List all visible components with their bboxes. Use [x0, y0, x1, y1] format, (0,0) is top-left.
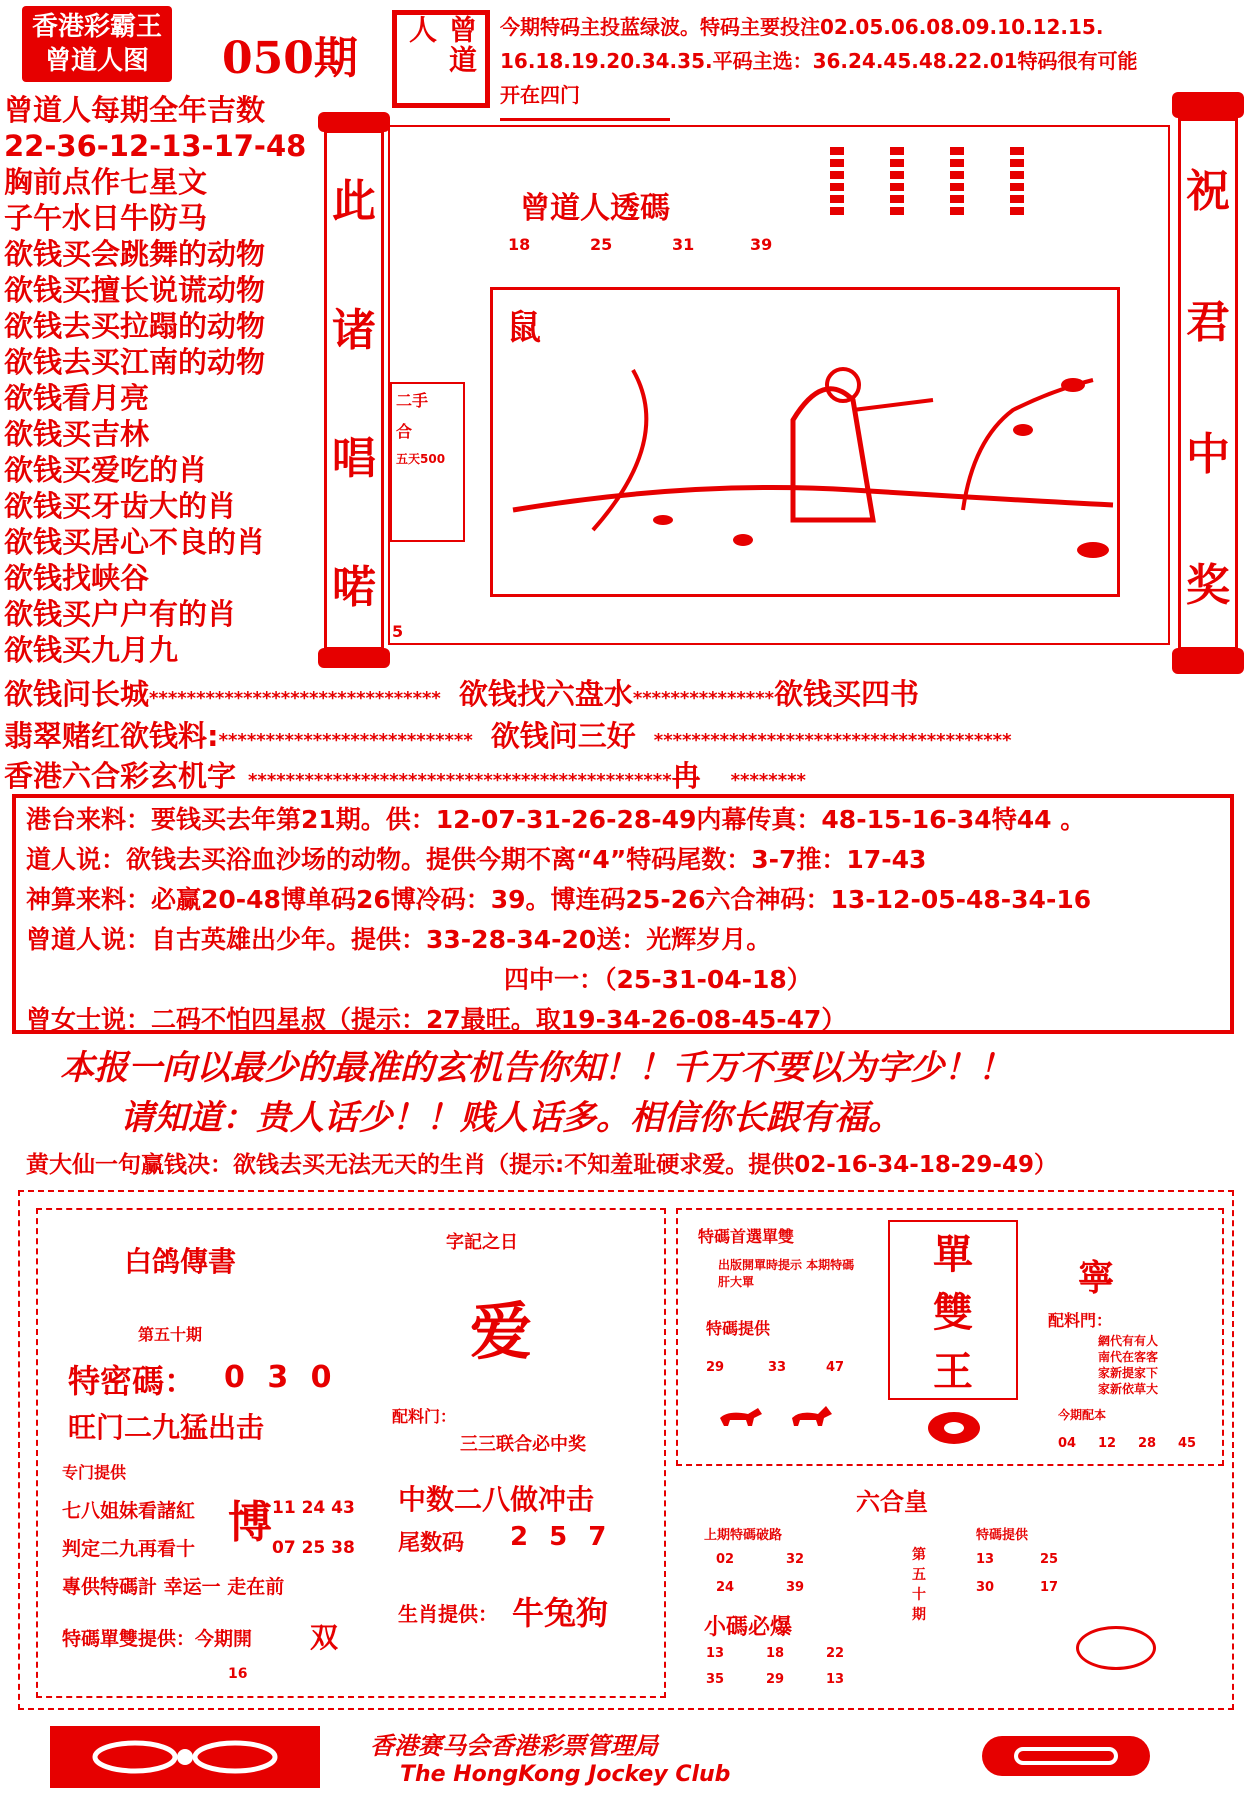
panel-d-right-num: 30: [976, 1580, 995, 1595]
wide-line-stars: ***************************: [218, 730, 473, 751]
panel-c-big-word: 雙: [933, 1289, 973, 1337]
huang-da-xian: 黄大仙一句赢钱决：欲钱去买无法无天的生肖（提示:不知羞耻硬求爱。提供02-16-34-18-29-49）: [26, 1152, 1057, 1178]
notice-line: 今期特码主投蓝绿波。特码主要投注02.05.06.08.09.10.12.15.: [500, 15, 1104, 39]
left-column: [4, 92, 324, 668]
panel-b-tail-value: 2 5 7: [510, 1522, 613, 1552]
notice-line: 开在四门: [500, 83, 580, 107]
wide-line-b: 冉: [671, 759, 701, 793]
info-box: [12, 794, 1234, 1034]
panel-a-title: 白鸽傳書: [124, 1245, 237, 1278]
scroll-right-char: 奖: [1186, 560, 1230, 612]
picture-inner: [490, 287, 1120, 597]
panel-a-special-value: 0 3 0: [224, 1360, 338, 1395]
picture-number: 39: [750, 235, 773, 254]
scroll-left-char: 喏: [332, 561, 376, 613]
vertical-text-strip: [830, 147, 844, 217]
panel-a-row: 專供特碼計 幸运一 走在前: [62, 1576, 285, 1598]
panel-c-big-box: [888, 1220, 1018, 1400]
left-line: 欲钱买会跳舞的动物: [4, 237, 266, 271]
picture-title: 曾道人透碼: [520, 191, 670, 226]
panel-d-left-num: 32: [786, 1552, 805, 1567]
horse-icon: [788, 1404, 834, 1428]
panel-d-right-num: 25: [1040, 1552, 1059, 1567]
panel-d-small-num: 13: [706, 1646, 725, 1661]
wide-line-b: 欲钱问三好: [490, 719, 636, 753]
panel-b-line1: 中数二八做冲击: [398, 1483, 595, 1516]
picture-inset-line: 五天500: [396, 452, 446, 466]
info-line: 曾女士说：二码不怕四星叔（提示：27最旺。取19-34-26-08-45-47）: [26, 1005, 847, 1034]
cloud-pattern-icon: [85, 1735, 285, 1779]
scroll-left-char: 此: [332, 176, 376, 228]
header-notice: [500, 10, 1240, 112]
panel-d-small-label: 小碼必爆: [704, 1615, 793, 1640]
left-line: 胸前点作七星文: [4, 165, 208, 199]
left-line: 欲钱买户户有的肖: [4, 597, 237, 631]
left-line: 欲钱买爱吃的肖: [4, 453, 208, 487]
panel-d-mid: 第五十期: [912, 1547, 926, 1623]
panel-b-tail-label: 尾数码: [398, 1531, 465, 1556]
panel-b-title: 字記之日: [446, 1232, 518, 1253]
panel-b-peiliao: 配料门：: [392, 1407, 457, 1426]
panel-b: [360, 1208, 656, 1688]
panel-c: [676, 1208, 1224, 1466]
picture-inset: [390, 382, 465, 542]
scroll-left-rod-bottom: [318, 648, 390, 668]
oval-seal-icon: [1076, 1626, 1156, 1670]
jockey-club-emblem-icon: [1006, 1743, 1126, 1769]
scroll-right-char: 祝: [1186, 165, 1230, 217]
wide-line-a: 翡翠赌红欲钱料:: [4, 719, 219, 753]
panel-c-right-num: 04: [1058, 1436, 1077, 1451]
scroll-left-char: 诸: [332, 304, 376, 356]
panel-c-num: 47: [826, 1360, 845, 1375]
panel-c-right-num: 12: [1098, 1436, 1117, 1451]
panel-d-left-num: 24: [716, 1580, 735, 1595]
wide-line-c: 欲钱买四书: [774, 677, 920, 711]
panel-d-right-num: 17: [1040, 1580, 1059, 1595]
panel-c-right-row: 家新依草大: [1098, 1382, 1159, 1396]
left-line: 22-36-12-13-17-48: [4, 129, 307, 163]
header-seal-text: 曾道人: [405, 15, 478, 75]
issue-number: 050期: [222, 33, 358, 84]
scroll-left-char: 唱: [332, 433, 376, 485]
info-line: 道人说：欲钱去买浴血沙场的动物。提供今期不离“4”特码尾数：3-7推：17-43: [26, 845, 927, 874]
panel-d-right-label: 特碼提供: [976, 1528, 1029, 1543]
panel-d-small-num: 29: [766, 1672, 785, 1687]
picture-bottom-number: 5: [392, 622, 404, 641]
panel-d-left-num: 02: [716, 1552, 735, 1567]
panel-d-left-label: 上期特碼破路: [704, 1528, 783, 1543]
left-line: 子午水日牛防马: [4, 201, 208, 235]
panel-c-num: 33: [768, 1360, 787, 1375]
info-line: 四中一：（25-31-04-18）: [504, 965, 812, 994]
panel-d-small-num: 18: [766, 1646, 785, 1661]
slogan-line: 请知道：贵人话少！！贱人话多。相信你长跟有福。: [120, 1098, 902, 1138]
picture-number: 31: [672, 235, 695, 254]
panel-d-small-num: 13: [826, 1672, 845, 1687]
panel-a-issue: 第五十期: [138, 1325, 203, 1344]
panel-c-right-head: 配料門：: [1048, 1311, 1113, 1330]
panel-d-left-num: 39: [786, 1580, 805, 1595]
panel-a-pair-label: 特碼單雙提供：今期開: [62, 1628, 253, 1650]
wide-line-a: 香港六合彩玄机字: [4, 759, 237, 793]
wide-line-stars: *******************************: [149, 688, 441, 709]
panel-b-zodiac-label: 生肖提供：: [398, 1602, 498, 1626]
panel-d-small-num: 22: [826, 1646, 845, 1661]
notice-underline: [500, 118, 670, 121]
panel-a-nums: 07 25 38: [272, 1538, 355, 1558]
picture-frame: [388, 125, 1170, 645]
logo-box: [22, 6, 172, 82]
scroll-left-rod-top: [318, 112, 390, 132]
panel-d-title: 六合皇: [856, 1487, 928, 1516]
left-line: 欲钱去买拉蹋的动物: [4, 309, 266, 343]
panel-c-num: 29: [706, 1360, 725, 1375]
info-line: 港台来料：要钱买去年第21期。供：12-07-31-26-28-49内幕传真：48-15-16-34特44 。: [26, 805, 1086, 834]
panel-c-sub: 出版開單時提示 本期特碼肝大單: [718, 1258, 855, 1289]
panel-c-big-word: 單: [933, 1230, 973, 1278]
panel-c-right-row: 網代有有人: [1098, 1334, 1159, 1348]
scroll-right-char: 中: [1186, 428, 1230, 480]
header-seal: [392, 10, 490, 108]
left-line: 欲钱买吉林: [4, 417, 150, 451]
panel-a-nums: 11 24 43: [272, 1498, 355, 1518]
left-line: 欲钱买牙齿大的肖: [4, 489, 237, 523]
panel-a-pair-value: 双: [310, 1621, 339, 1654]
panel-a-bo: 博: [228, 1497, 272, 1548]
left-line: 欲钱找峡谷: [4, 561, 150, 595]
wide-line: [4, 758, 806, 794]
left-line: 欲钱买擅长说谎动物: [4, 273, 266, 307]
panel-a-special-label: 特密碼：: [68, 1362, 197, 1400]
left-line: 欲钱看月亮: [4, 381, 150, 415]
vertical-text-lines: [830, 147, 1080, 227]
info-line: 曾道人说：自古英雄出少年。提供：33-28-34-20送：光辉岁月。: [26, 925, 772, 954]
wide-line-b: 欲钱找六盘水: [458, 677, 633, 711]
logo-line1: 香港彩霸王: [31, 12, 162, 42]
panel-b-zodiac-value: 牛兔狗: [512, 1594, 609, 1632]
horse-icon: [718, 1406, 764, 1428]
panel-c-right-row: 家新提家下: [1098, 1366, 1159, 1380]
panel-c-title: 特碼首選單雙: [698, 1227, 795, 1246]
panel-b-big-char: 爱: [470, 1295, 533, 1368]
panel-a-row: 七八姐妹看諸紅: [62, 1500, 196, 1522]
panel-d-small-num: 35: [706, 1672, 725, 1687]
panel-a-end-number: 16: [228, 1666, 248, 1682]
wide-line-stars: **************************************: [653, 730, 1012, 751]
scroll-right-rod-top: [1172, 92, 1244, 118]
scroll-right-rod-bottom: [1172, 648, 1244, 674]
picture-animal: 鼠: [507, 308, 541, 348]
footer-org-cn: 香港赛马会香港彩票管理局: [370, 1731, 658, 1760]
left-line: 曾道人每期全年吉数: [4, 93, 266, 127]
panel-c-right-row: 南代在客客: [1098, 1350, 1159, 1364]
panel-c-right-num: 28: [1138, 1436, 1157, 1451]
vertical-text-strip: [950, 147, 964, 217]
panel-c-tema: 特碼提供: [706, 1319, 771, 1338]
panel-b-peiliao-value: 三三联合必中奖: [460, 1434, 586, 1455]
panel-a-line1: 旺门二九猛出击: [68, 1411, 265, 1444]
wide-line-stars: ********: [730, 770, 806, 791]
wide-line: [4, 718, 1011, 754]
footer-org-en: The HongKong Jockey Club: [400, 1762, 731, 1787]
panel-d: [676, 1476, 1224, 1698]
picture-number: 25: [590, 235, 613, 254]
flower-icon: [926, 1408, 982, 1448]
footer-logo-left: [50, 1726, 320, 1788]
slogan-line: 本报一向以最少的最准的玄机告你知！！千万不要以为字少！！: [60, 1048, 1012, 1088]
picture-inset-line: 合: [396, 422, 413, 441]
panel-c-right-num: 45: [1178, 1436, 1197, 1451]
wide-line: [4, 676, 919, 712]
scroll-right: [1178, 118, 1238, 650]
wide-line-a: 欲钱问长城: [4, 677, 150, 711]
panel-a-tips-label: 专门提供: [62, 1463, 127, 1482]
panel-d-right-num: 13: [976, 1552, 995, 1567]
left-line: 欲钱买居心不良的肖: [4, 525, 266, 559]
scroll-right-char: 君: [1186, 297, 1230, 349]
notice-line: 16.18.19.20.34.35.平码主选：36.24.45.48.22.01特码很有可能: [500, 49, 1138, 73]
info-line: 神算来料：必赢20-48博单码26博冷码：39。博连码25-26六合神码：13-12-05-48-34-16: [26, 885, 1092, 914]
left-line: 欲钱去买江南的动物: [4, 345, 266, 379]
panel-c-big-word: 王: [933, 1348, 973, 1396]
panel-a-row: 判定二九再看十: [62, 1538, 196, 1560]
panel-c-right-title: 寧: [1078, 1257, 1115, 1299]
picture-inset-line: 二手: [396, 391, 429, 410]
vertical-text-strip: [1010, 147, 1024, 217]
logo-line2: 曾道人图: [44, 46, 149, 76]
sage-illustration: [493, 290, 1117, 594]
scroll-left: [324, 130, 384, 650]
panel-c-right-num-label: 今期配本: [1058, 1408, 1107, 1422]
wide-line-stars: ***************: [632, 688, 775, 709]
vertical-text-strip: [890, 147, 904, 217]
picture-number: 18: [508, 235, 531, 254]
footer-logo-right: [982, 1736, 1150, 1776]
left-line: 欲钱买九月九: [4, 633, 179, 667]
wide-line-stars: *********************************************: [248, 770, 672, 791]
